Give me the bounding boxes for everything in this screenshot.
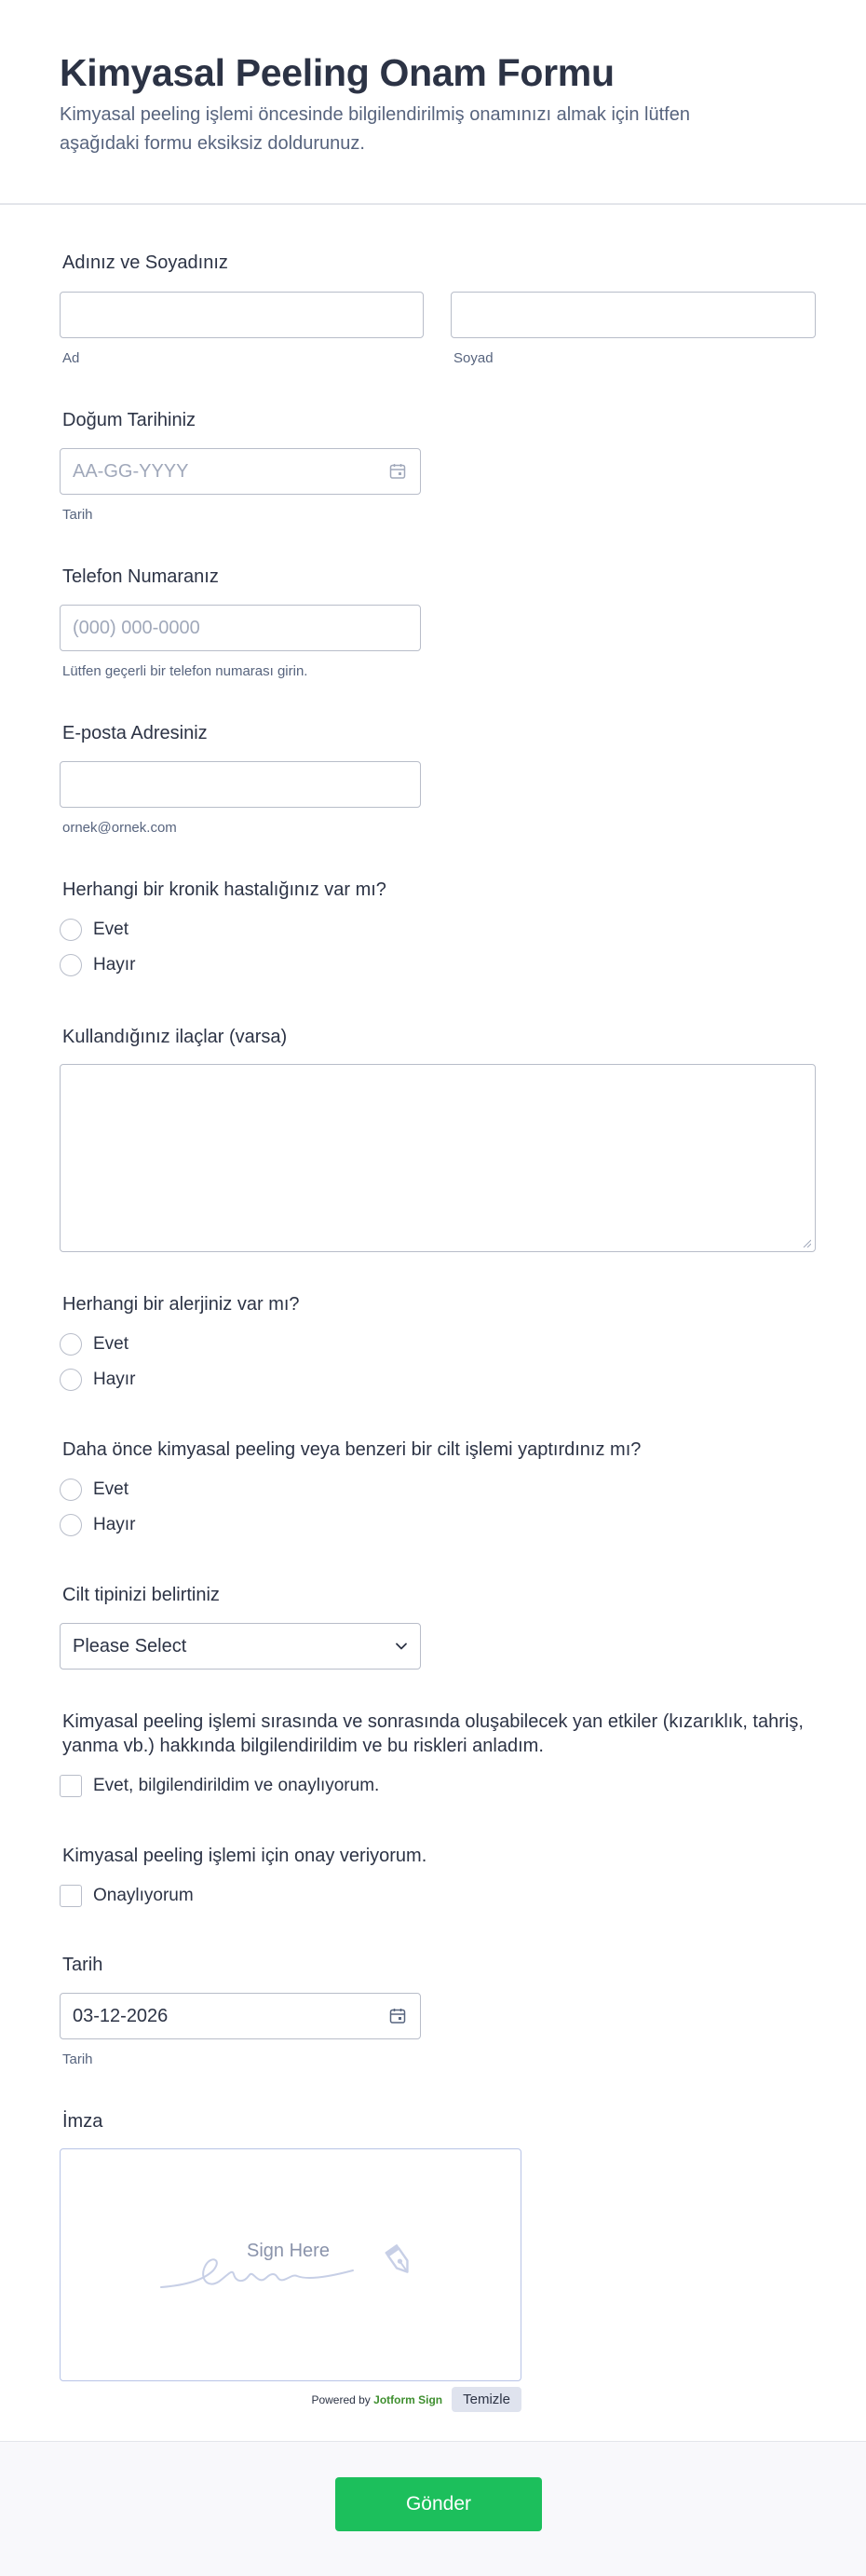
allergy-label: Herhangi bir alerjiniz var mı?	[62, 1294, 300, 1315]
allergy-options	[60, 1327, 135, 1397]
radio-button[interactable]	[60, 919, 82, 941]
checkbox[interactable]	[60, 1885, 82, 1907]
previous-option-yes[interactable]	[60, 1472, 135, 1507]
clear-signature-button[interactable]: Temizle	[452, 2387, 521, 2412]
signature-footer	[60, 2387, 521, 2412]
email-label: E-posta Adresiniz	[62, 723, 208, 743]
birth-date-placeholder: AA-GG-YYYY	[73, 460, 189, 482]
email-input[interactable]	[60, 761, 421, 808]
chronic-option-no[interactable]	[60, 947, 135, 983]
chevron-down-icon	[395, 1642, 408, 1651]
radio-button[interactable]	[60, 954, 82, 976]
last-name-sublabel: Soyad	[453, 350, 494, 366]
name-label: Adınız ve Soyadınız	[62, 252, 228, 273]
birth-date-label: Doğum Tarihiniz	[62, 410, 196, 430]
chronic-label: Herhangi bir kronik hastalığınız var mı?	[62, 879, 386, 900]
powered-by	[311, 2393, 442, 2406]
calendar-icon[interactable]	[388, 2007, 407, 2025]
first-name-sublabel: Ad	[62, 350, 80, 366]
chronic-option-yes[interactable]	[60, 912, 135, 947]
email-sublabel: ornek@ornek.com	[62, 820, 177, 836]
side-effects-label: Kimyasal peeling işlemi sırasında ve sonrasında oluşabilecek yan etkiler (kızarıklık, tahriş, yanma vb.) hakkında bilgilendirildim ve bu riskleri anladım.	[62, 1711, 804, 1756]
radio-button[interactable]	[60, 1333, 82, 1356]
radio-button[interactable]	[60, 1369, 82, 1391]
radio-button[interactable]	[60, 1479, 82, 1501]
date-label: Tarih	[62, 1955, 103, 1975]
phone-input[interactable]	[60, 605, 421, 651]
option-label: Onaylıyorum	[93, 1886, 194, 1905]
signature-label: İmza	[62, 2111, 103, 2132]
form-description: Kimyasal peeling işlemi öncesinde bilgilendirilmiş onamınızı almak için lütfen aşağıdaki formu eksiksiz doldurunuz.	[60, 104, 690, 154]
option-label: Hayır	[93, 1515, 136, 1534]
consent-options	[60, 1878, 194, 1914]
previous-option-no[interactable]	[60, 1507, 135, 1543]
name-field	[60, 250, 228, 276]
radio-button[interactable]	[60, 1514, 82, 1536]
date-input[interactable]	[60, 1993, 421, 2039]
birth-date-input[interactable]	[60, 448, 421, 495]
allergy-option-no[interactable]	[60, 1362, 135, 1397]
allergy-option-yes[interactable]	[60, 1327, 135, 1362]
powered-by-brand[interactable]: Jotform Sign	[373, 2392, 443, 2406]
submit-button[interactable]: Gönder	[335, 2477, 542, 2531]
phone-sublabel: Lütfen geçerli bir telefon numarası girin.	[62, 663, 308, 679]
form-footer	[0, 2441, 866, 2576]
chronic-options	[60, 912, 135, 983]
medications-label: Kullandığınız ilaçlar (varsa)	[62, 1027, 288, 1047]
previous-treatment-options	[60, 1472, 135, 1543]
consent-checkbox-row[interactable]	[60, 1878, 194, 1914]
signature-pad[interactable]	[60, 2148, 521, 2381]
skin-type-label: Cilt tipinizi belirtiniz	[62, 1585, 220, 1605]
form-title: Kimyasal Peeling Onam Formu	[60, 51, 615, 94]
resize-handle-icon[interactable]	[802, 1238, 811, 1247]
option-label: Evet, bilgilendirildim ve onaylıyorum.	[93, 1776, 380, 1795]
option-label: Hayır	[93, 1370, 136, 1389]
phone-label: Telefon Numaranız	[62, 566, 219, 587]
signature-field	[60, 2148, 521, 2412]
option-label: Evet	[93, 1334, 129, 1354]
birth-date-sublabel: Tarih	[62, 507, 93, 523]
option-label: Evet	[93, 920, 129, 939]
consent-label: Kimyasal peeling işlemi için onay veriyorum.	[62, 1846, 427, 1866]
powered-by-prefix: Powered by	[311, 2392, 374, 2406]
pen-icon	[381, 2242, 420, 2282]
calendar-icon[interactable]	[388, 462, 407, 481]
medications-textarea[interactable]	[60, 1064, 816, 1252]
checkbox[interactable]	[60, 1775, 82, 1797]
date-sublabel: Tarih	[62, 2051, 93, 2067]
signature-placeholder: Sign Here	[247, 2241, 330, 2261]
skin-type-select[interactable]	[60, 1623, 421, 1670]
side-effects-options	[60, 1768, 379, 1804]
date-value: 03-12-2026	[73, 2005, 169, 2026]
option-label: Hayır	[93, 955, 136, 975]
option-label: Evet	[93, 1479, 129, 1499]
first-name-input[interactable]	[60, 292, 424, 338]
last-name-input[interactable]	[451, 292, 816, 338]
phone-placeholder: (000) 000-0000	[73, 617, 200, 638]
skin-type-selected: Please Select	[73, 1635, 187, 1656]
previous-treatment-label: Daha önce kimyasal peeling veya benzeri bir cilt işlemi yaptırdınız mı?	[62, 1439, 642, 1460]
form-header	[0, 0, 866, 205]
side-effects-checkbox-row[interactable]	[60, 1768, 379, 1804]
